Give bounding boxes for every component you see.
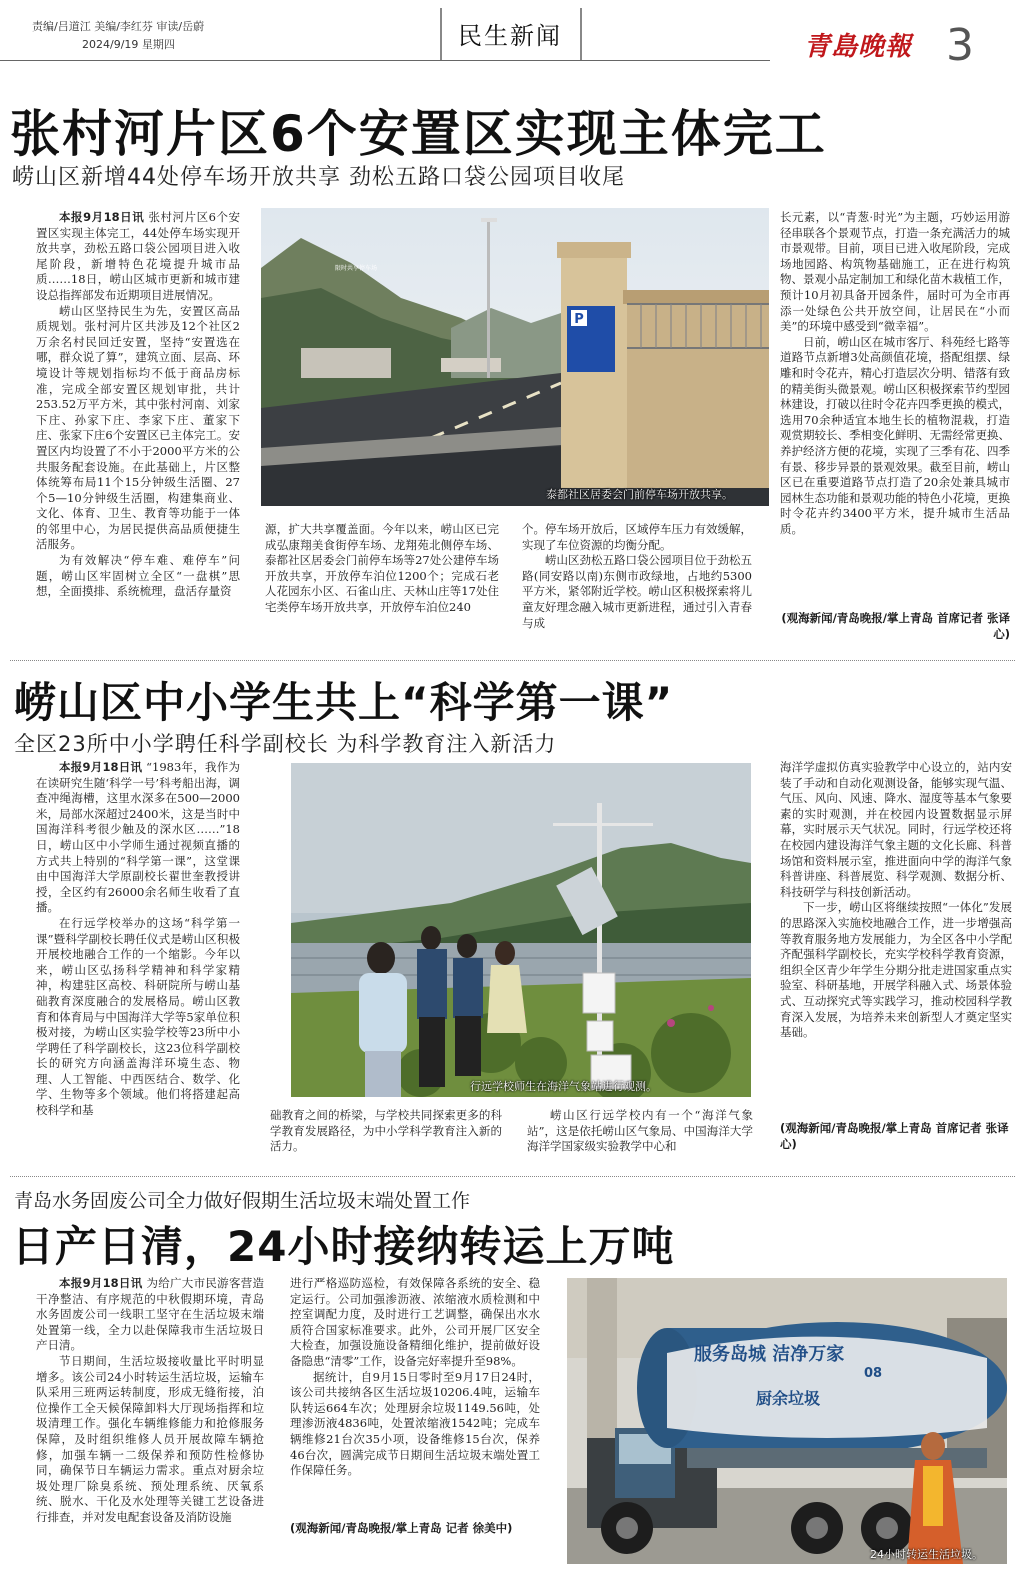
article2-credit: (观海新闻/青岛晚报/掌上青岛 首席记者 张译心) bbox=[780, 1121, 1009, 1151]
section-title: 民生新闻 bbox=[458, 22, 562, 50]
article1-column-4: 长元素，以“青葱·时光”为主题，巧妙运用游径串联各个景观节点，打造一条充满活力的城市景观带。目前，项目已进入收尾阶段，完成场地园路、构筑物基础施工，正在进行构筑物、景观小品定制加工和绿化苗木栽植工作，预计10月初具备开园条件，届时可为全市再添一处绿色公共开放空间，让居民在“小而美”的环境中感受到“微幸福”。 日前，崂山区在城市客厅、科苑经七路等道路节点新增3处高颜值花境，搭配组摆、绿雕和时令花卉，精心打造层次分明、错落有致的精美街头微景观。崂山区积极探索节约型园林建设，打破以往时令花卉四季更换的模式，选用70余种适宜本地生长的植物混栽，打造观赏期较长、季相变化鲜明、无需经常更换、养护经济方便的花境，实现了三季有花、四季有景、移步异景的景观效果。截至目前，崂山区已在重要道路节点打造了20余处兼具城市园林生态功能和景观功能的特色小花境，更换时令花卉约3400平方米，提升城市生活品质。 bbox=[780, 210, 1010, 536]
article2-column-3: 崂山区行远学校内有一个“海洋气象站”，这是依托崂山区气象局、中国海洋大学海洋学国家级实验教学中心和 bbox=[527, 1108, 753, 1154]
truck-label: 厨余垃圾 bbox=[756, 1389, 821, 1408]
truck-number: 08 bbox=[864, 1366, 883, 1381]
article2-subheadline: 全区23所中小学聘任科学副校长 为科学教育注入新活力 bbox=[14, 732, 557, 756]
article1-credit: (观海新闻/青岛晚报/掌上青岛 首席记者 张译心) bbox=[781, 611, 1010, 641]
editor-credits: 责编/吕道江 美编/李红芬 审读/岳蔚 bbox=[32, 20, 205, 33]
article1-subheadline: 崂山区新增44处停车场开放共享 劲松五路口袋公园项目收尾 bbox=[12, 165, 625, 190]
article2-column-4: 海洋学虚拟仿真实验教学中心设立的，站内安装了手动和自动化观测设备，能够实现气温、气压、风向、风速、降水、湿度等基本气象要素的实时观测，并在校园内设置数据显示屏幕，实时展示天气状况。同时，行远学校还将在校园内建设海洋气象主题的文化长廊、科普场馆和资料展示室，推进面向中学的海洋气象科普讲座、科普展览、科学观测、数据分析、科技研学与科技创新活动。 下一步，崂山区将继续按照“一体化”发展的思路深入实施校地融合工作，进一步增强高等教育服务地方发展能力，为全区各中小学配齐配强科学副校长，充实学校科学教育资源，组织全区青少年学生分期分批走进国家重点实验室、科研基地，开展学科融入式、场景体验式、互动探究式等实践学习，推动校园科学教育深入发展，为培养未来创新型人才奠定坚实基础。 bbox=[780, 760, 1012, 1040]
parking-sign-text: 限时共享停车场 bbox=[335, 265, 378, 272]
page-number: 3 bbox=[946, 20, 974, 71]
article3-dateline: 本报9月18日讯 bbox=[59, 1276, 143, 1290]
article1-dateline: 本报9月18日讯 bbox=[59, 210, 145, 224]
article2-dateline: 本报9月18日讯 bbox=[59, 760, 143, 774]
article1-headline: 张村河片区6个安置区实现主体完工 bbox=[10, 105, 827, 163]
article2-headline: 崂山区中小学生共上“科学第一课” bbox=[14, 678, 674, 727]
article3-credit: (观海新闻/青岛晚报/掌上青岛 记者 徐美中) bbox=[290, 1521, 513, 1535]
article1-column-3: 个。停车场开放后，区域停车压力有效缓解，实现了车位资源的均衡分配。 崂山区劲松五路口袋公园项目位于劲松五路(同安路以南)东侧市政绿地，占地约5300平方米，紧邻附近学校。崂山区积极探索将儿童友好理念融入城市更新进程，通过引入青春与成 bbox=[522, 522, 752, 630]
article2-photo-caption: 行远学校师生在海洋气象站进行观测。 bbox=[470, 1080, 657, 1093]
article1-photo-caption: 泰都社区居委会门前停车场开放共享。 bbox=[546, 488, 733, 501]
newspaper-logo: 青島晚報 bbox=[804, 32, 913, 62]
article3-column-1: 本报9月18日讯 为给广大市民游客营造干净整洁、有序规范的中秋假期环境，青岛水务固废公司一线职工坚守在生活垃圾末端处置第一线，全力以赴保障我市生活垃圾日产日清。 节日期间，生活垃圾接收量比平时明显增多。该公司24小时转运生活垃圾，运输车队采用三班两运转制度，形成无缝衔接，泊位操作工全天候保障卸料大厅现场指挥和垃圾清理工作。强化车辆维修能力和抢修服务保障，及时组织维修人员开展故障车辆抢修，加强车辆一二级保养和预防性检修协同，确保节日车辆运力需求。重点对厨余垃圾处理厂除臭系统、预处理系统、厌氧系统、脱水、干化及水处理等关键工艺设备进行排查，并对发电配套设备及消防设施 bbox=[36, 1276, 264, 1524]
truck-slogan: 服务岛城 洁净万家 bbox=[694, 1344, 845, 1365]
article1-column-1: 本报9月18日讯 张村河片区6个安置区实现主体完工，44处停车场实现开放共享，劲松五路口袋公园项目进入收尾阶段，新增特色花境提升城市品质……18日，崂山区城市更新和城市建设总指挥部发布近期项目进展情况。 崂山区坚持民生为先，安置区高品质规划。张村河片区共涉及12个社区2万余名村民回迁安置，坚持“安置选在哪，群众说了算”，建筑立面、层高、环境设计等规划指标均不低于商品房标准，完成全部安置区规划审批，共计253.52万平方米，其中张村河南、刘家下庄、孙家下庄、李家下庄、董家下庄、张家下庄6个安置区已主体完工。安置区内均设置了不小于2000平方米的公共服务配套设施。在此基础上，片区整体统筹布局11个15分钟级生活圈、27个5—10分钟级生活圈，构建集商业、文化、体育、卫生、教育等功能于一体的邻里中心，为居民提供高品质便捷生活服务。 为有效解决“停车难、难停车”问题，崂山区牢固树立全区“一盘棋”思想，全面摸排、系统梳理，盘活存量资 bbox=[36, 210, 240, 599]
article1-column-2: 源，扩大共享覆盖面。今年以来，崂山区已完成弘康翔美食街停车场、龙翔苑北侧停车场、泰都社区居委会门前停车场等27处公建停车场开放共享，开放停车泊位1200个；完成石老人花园东小区、石雀山庄、天林山庄等17处住宅类停车场开放共享，开放停车泊位240 bbox=[265, 522, 499, 614]
article2-photo bbox=[291, 763, 751, 1097]
header-divider bbox=[580, 8, 582, 60]
article3-photo-caption: 24小时转运生活垃圾。 bbox=[870, 1548, 983, 1561]
article1-photo bbox=[261, 208, 769, 506]
header-divider bbox=[440, 8, 442, 60]
issue-date: 2024/9/19 星期四 bbox=[82, 38, 175, 51]
article3-headline: 日产日清，24小时接纳转运上万吨 bbox=[12, 1222, 675, 1271]
article2-column-1: 本报9月18日讯 “1983年，我作为在读研究生随‘科学一号’科考船出海，调查冲绳海槽，这里水深多在500—2000米，局部水深超过2400米，这是当时中国海洋科考很少触及的深水区……”18日，崂山区中小学师生通过视频直播的方式共上特别的“科学第一课”，这堂课由中国海洋大学原副校长翟世奎教授讲授，全区约有26000余名师生收看了直播。 在行远学校举办的这场“科学第一课”暨科学副校长聘任仪式是崂山区积极开展校地融合工作的一个缩影。今年以来，崂山区弘扬科学精神和科学家精神，构建驻区高校、科研院所与崂山基础教育深度融合的发展格局。崂山区教育和体育局与中国海洋大学等5家单位积极对接，为崂山区实验学校等23所中小学聘任了科学副校长，这23位科学副校长的研究方向涵盖海洋环境生态、物理、人工智能、中西医结合、数学、化学、生物等多个领域。他们将搭建起高校科学和基 bbox=[36, 760, 240, 1118]
article3-column-2: 进行严格巡防巡检，有效保障各系统的安全、稳定运行。公司加强渗沥液、浓缩液水质检测和中控室调配力度，及时进行工艺调整，确保出水水质符合国家标准要求。此外，公司开展厂区安全大检查，加强设施设备精细化维护，提前做好设备隐患“清零”工作，设备完好率提升至98%。 据统计，自9月15日零时至9月17日24时，该公司共接纳各区生活垃圾10206.4吨，运输车队转运664车次；处理厨余垃圾1149.56吨，处理渗沥液4836吨，处置浓缩液1542吨；完成车辆维修21台次35小项，设备维修15台次，保养46台次，圆满完成节日期间生活垃圾末端处置工作保障任务。 bbox=[290, 1276, 540, 1478]
article2-column-2: 础教育之间的桥梁，与学校共同探索更多的科学教育发展路径，为中小学科学教育注入新的活力。 bbox=[270, 1108, 502, 1154]
article-separator bbox=[10, 660, 1015, 661]
article3-kicker: 青岛水务固废公司全力做好假期生活垃圾末端处置工作 bbox=[14, 1190, 471, 1212]
article3-photo bbox=[567, 1278, 1007, 1564]
svg-text:P: P bbox=[574, 312, 584, 327]
header-rule bbox=[0, 60, 770, 61]
article-separator bbox=[10, 1176, 1015, 1177]
